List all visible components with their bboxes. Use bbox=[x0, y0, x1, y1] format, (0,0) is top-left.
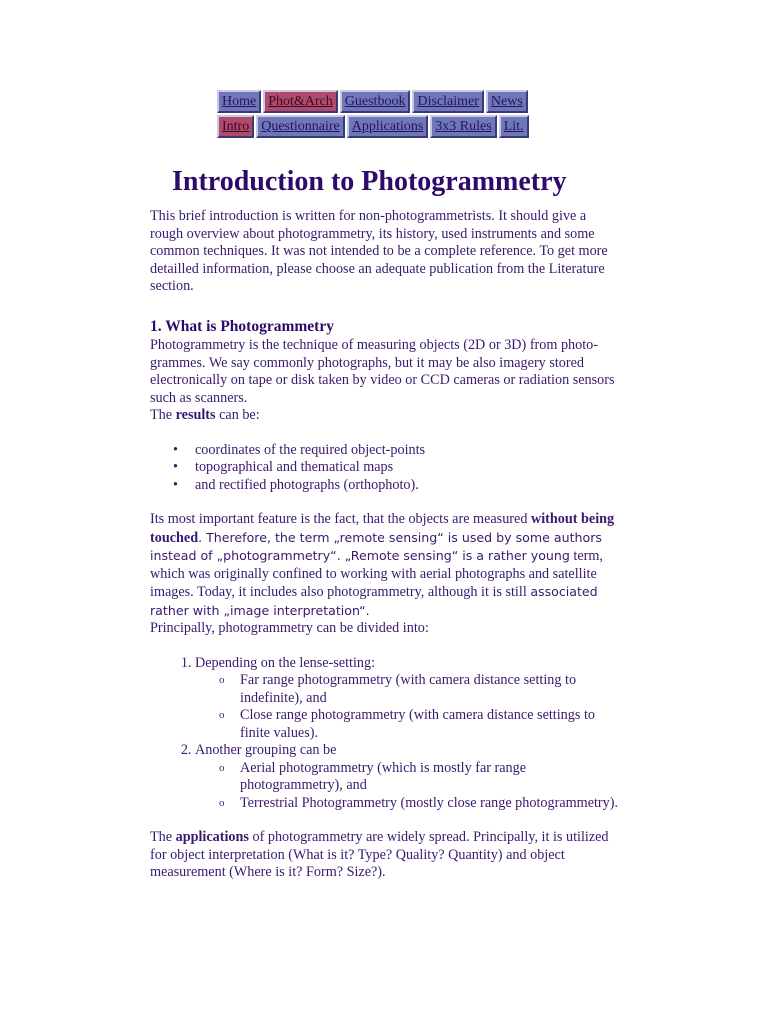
nav-intro-button[interactable]: Intro bbox=[217, 115, 254, 138]
grouping-list bbox=[150, 655, 620, 813]
nav-news-button[interactable]: News bbox=[486, 90, 528, 113]
results-suffix: can be: bbox=[215, 407, 260, 423]
list-item bbox=[195, 742, 620, 812]
group-label: Depending on the lense-setting: bbox=[195, 654, 376, 671]
nav-disclaimer-button[interactable]: Disclaimer bbox=[412, 90, 483, 113]
list-item: • coordinates of the required object-points bbox=[195, 442, 620, 460]
nav-row-1 bbox=[217, 90, 529, 113]
intro-paragraph: This brief introduction is written for non-photogrammetrists. It should give a rough overview about photogrammetry, its history, used instruments and some common techniques. It was not intended to be a complete reference. To get more detailled information, please choose an adequate publication from the Literature section. bbox=[150, 208, 608, 294]
nav-applications-button[interactable]: Applications bbox=[347, 115, 429, 138]
nav-questionnaire-button[interactable]: Questionnaire bbox=[256, 115, 345, 138]
results-bold: results bbox=[175, 407, 216, 423]
feature-text-b: . Therefore, the term „remote sensing“ is used by some authors instead of „photogrammetry“. „Remote sensing“ is a rather young bbox=[150, 529, 602, 563]
divided-text: Principally, photogrammetry can be divided into: bbox=[150, 620, 429, 636]
nav-bar bbox=[217, 90, 529, 140]
list-item: • topographical and thematical maps bbox=[195, 459, 620, 477]
nav-guestbook-button[interactable]: Guestbook bbox=[340, 90, 411, 113]
section-heading-what-is: 1. What is Photogrammetry bbox=[150, 317, 334, 335]
feature-text-d: associated rather with „image interpretation“. bbox=[150, 584, 598, 618]
nav-literature-button[interactable]: Lit. bbox=[499, 115, 529, 138]
definition-paragraph bbox=[150, 337, 620, 425]
results-list bbox=[150, 442, 620, 495]
applications-prefix: The bbox=[150, 829, 176, 845]
applications-bold: applications bbox=[175, 829, 249, 845]
sub-list bbox=[195, 760, 620, 813]
list-item: o Close range photogrammetry (with camera distance settings to finite values). bbox=[240, 707, 620, 742]
list-item: o Terrestrial Photogrammetry (mostly close range photogrammetry). bbox=[240, 795, 620, 813]
nav-3x3-rules-button[interactable]: 3x3 Rules bbox=[430, 115, 496, 138]
applications-suffix: of photogrammetry are widely spread. Principally, it is utilized for object interpretation (What is it? Type? Quality? Quantity) and object measurement (Where is it? Form? Size?). bbox=[150, 829, 609, 880]
list-item bbox=[195, 655, 620, 743]
nav-home-button[interactable]: Home bbox=[217, 90, 261, 113]
applications-paragraph bbox=[150, 829, 620, 882]
feature-text-a: Its most important feature is the fact, that the objects are measured bbox=[150, 511, 531, 527]
list-item: o Far range photogrammetry (with camera distance setting to indefinite), and bbox=[240, 672, 620, 707]
feature-text-c: term, which was originally confined to working with aerial photographs and satellite images. Today, it includes also photogrammetry, although it is still bbox=[150, 548, 603, 600]
list-item: o Aerial photogrammetry (which is mostly far range photogrammetry), and bbox=[240, 760, 620, 795]
page-title: Introduction to Photogrammetry bbox=[172, 166, 567, 197]
nav-row-2 bbox=[217, 115, 529, 138]
sub-list bbox=[195, 672, 620, 742]
feature-paragraph bbox=[150, 511, 620, 638]
results-prefix: The bbox=[150, 407, 176, 423]
nav-phot-arch-button[interactable]: Phot&Arch bbox=[263, 90, 338, 113]
feature-bold: without being touched bbox=[150, 511, 615, 546]
main-content bbox=[150, 165, 620, 882]
group-label: Another grouping can be bbox=[195, 742, 337, 758]
definition-text: Photogrammetry is the technique of measuring objects (2D or 3D) from photo-grammes. We say commonly photographs, but it may be also imagery stored electronically on tape or disk taken by video or CCD cameras or radiation sensors such as scanners. bbox=[150, 337, 615, 406]
list-item: • and rectified photographs (orthophoto). bbox=[195, 477, 620, 495]
